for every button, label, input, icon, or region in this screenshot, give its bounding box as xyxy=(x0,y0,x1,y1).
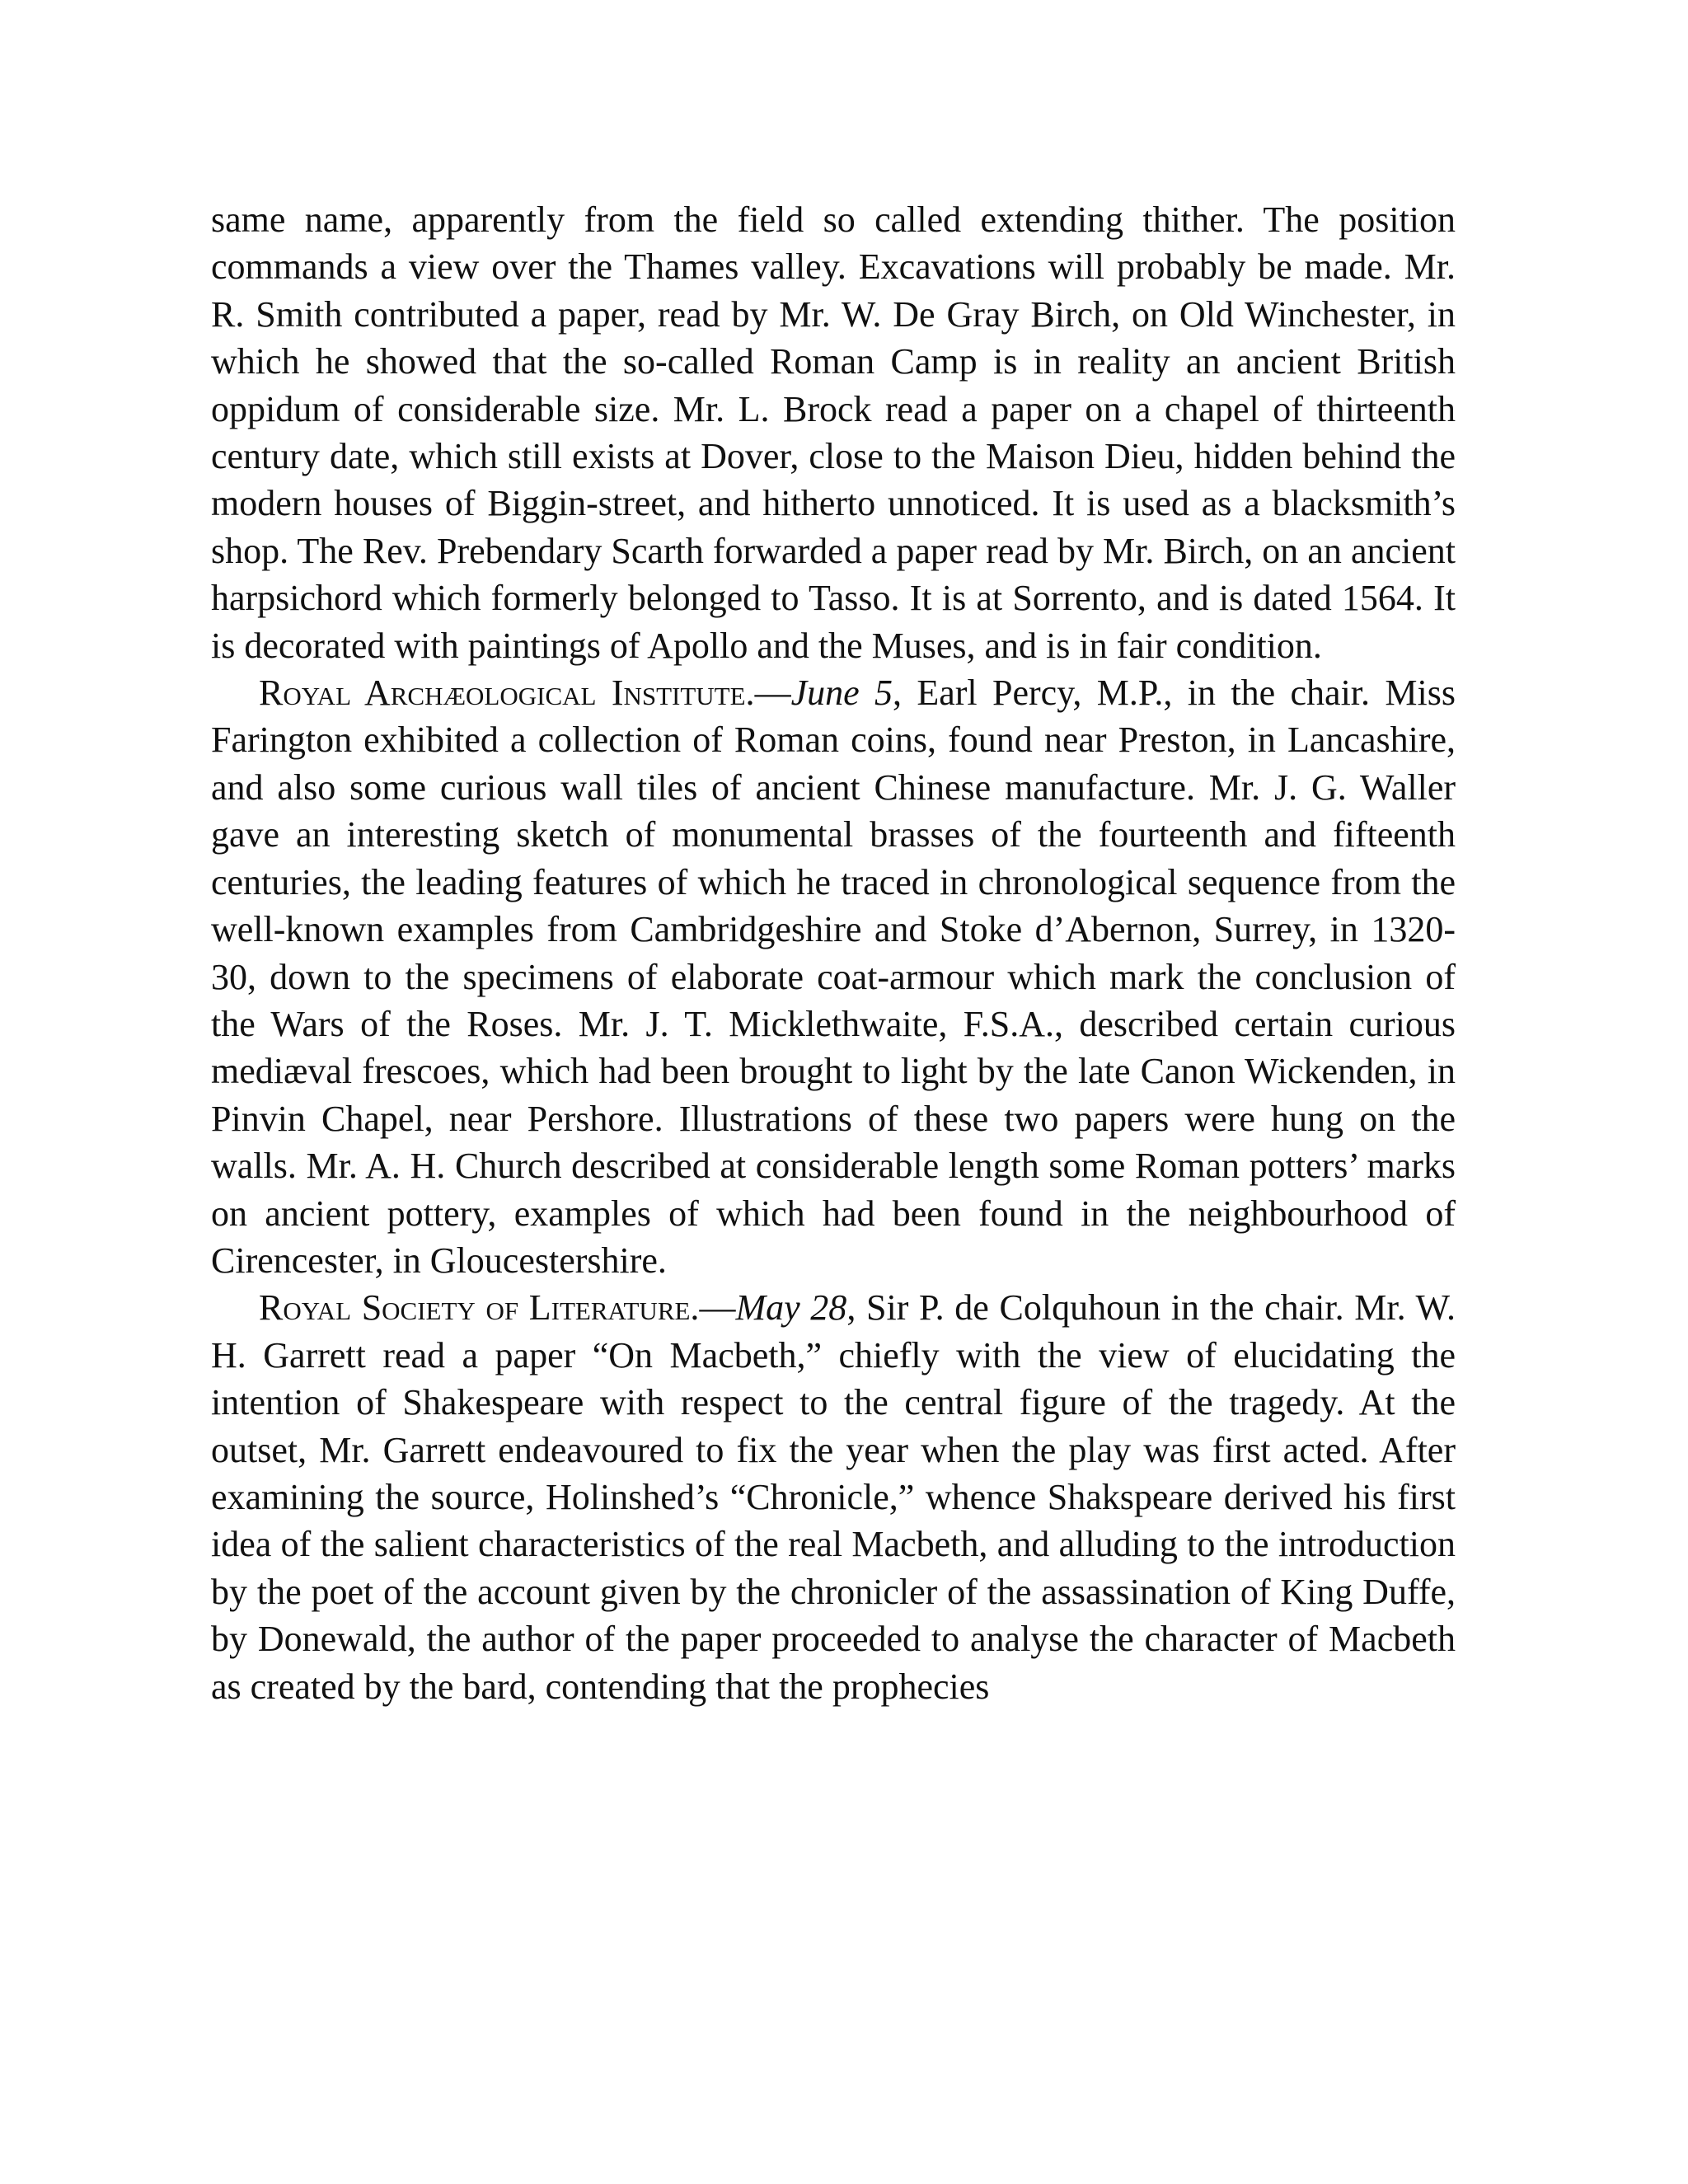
society-name: Royal Society of Literature. xyxy=(259,1287,700,1329)
paragraph-text: same name, apparently from the field so called extending thither. The position commands a view over the Thames valley. Excavations will probably be made. Mr. R. Smith contributed a paper, read by Mr. W. De Gray Birch, on Old Winchester, in which he showed that the so-called Roman Camp is in reality an ancient British oppidum of considerable size. Mr. L. Brock read a paper on a chapel of thirteenth century date, which still exists at Dover, close to the Maison Dieu, hidden behind the modern houses of Biggin-street, and hitherto unnoticed. It is used as a blacksmith’s shop. The Rev. Prebendary Scarth forwarded a paper read by Mr. Birch, on an ancient harpsichord which formerly belonged to Tasso. It is at Sorrento, and is dated 1564. It is decorated with paintings of Apollo and the Muses, and is in fair condition. xyxy=(211,199,1456,666)
society-name: Royal Archæological Institute. xyxy=(259,673,755,714)
paragraph-royal-society-of-literature xyxy=(211,1284,1456,1710)
meeting-date: June 5 xyxy=(790,673,893,714)
paragraph-continued xyxy=(211,196,1456,669)
em-dash: — xyxy=(754,673,791,714)
paragraph-text: , Sir P. de Colquhoun in the chair. Mr. W. H. Garrett read a paper “On Macbeth,” chiefly with the view of elucidating the intention of Shakespeare with respect to the central figure of the tragedy. At the outset, Mr. Garrett endeavoured to fix the year when the play was first acted. After examining the source, Holinshed’s “Chronicle,” whence Shakspeare derived his first idea of the salient characteristics of the real Macbeth, and alluding to the introduction by the poet of the account given by the chronicler of the assassination of King Duffe, by Donewald, the author of the paper proceeded to analyse the character of Macbeth as created by the bard, contending that the prophecies xyxy=(211,1287,1456,1707)
paragraph-royal-archaeological-institute xyxy=(211,669,1456,1284)
meeting-date: May 28 xyxy=(735,1287,847,1329)
em-dash: — xyxy=(699,1287,736,1329)
paragraph-text: , Earl Percy, M.P., in the chair. Miss Farington exhibited a collection of Roman coins, found near Preston, in Lancashire, and also some curious wall tiles of ancient Chinese manufacture. Mr. J. G. Waller gave an interesting sketch of monumental brasses of the fourteenth and fifteenth centuries, the leading features of which he traced in chronological sequence from the well-known examples from Cambridgeshire and Stoke d’Abernon, Surrey, in 1320-30, down to the specimens of elaborate coat-armour which mark the conclusion of the Wars of the Roses. Mr. J. T. Micklethwaite, F.S.A., described certain curious mediæval frescoes, which had been brought to light by the late Canon Wickenden, in Pinvin Chapel, near Pershore. Illustrations of these two papers were hung on the walls. Mr. A. H. Church described at considerable length some Roman potters’ marks on ancient pottery, examples of which had been found in the neighbourhood of Cirencester, in Gloucestershire. xyxy=(211,673,1456,1281)
document-page xyxy=(211,196,1456,1710)
